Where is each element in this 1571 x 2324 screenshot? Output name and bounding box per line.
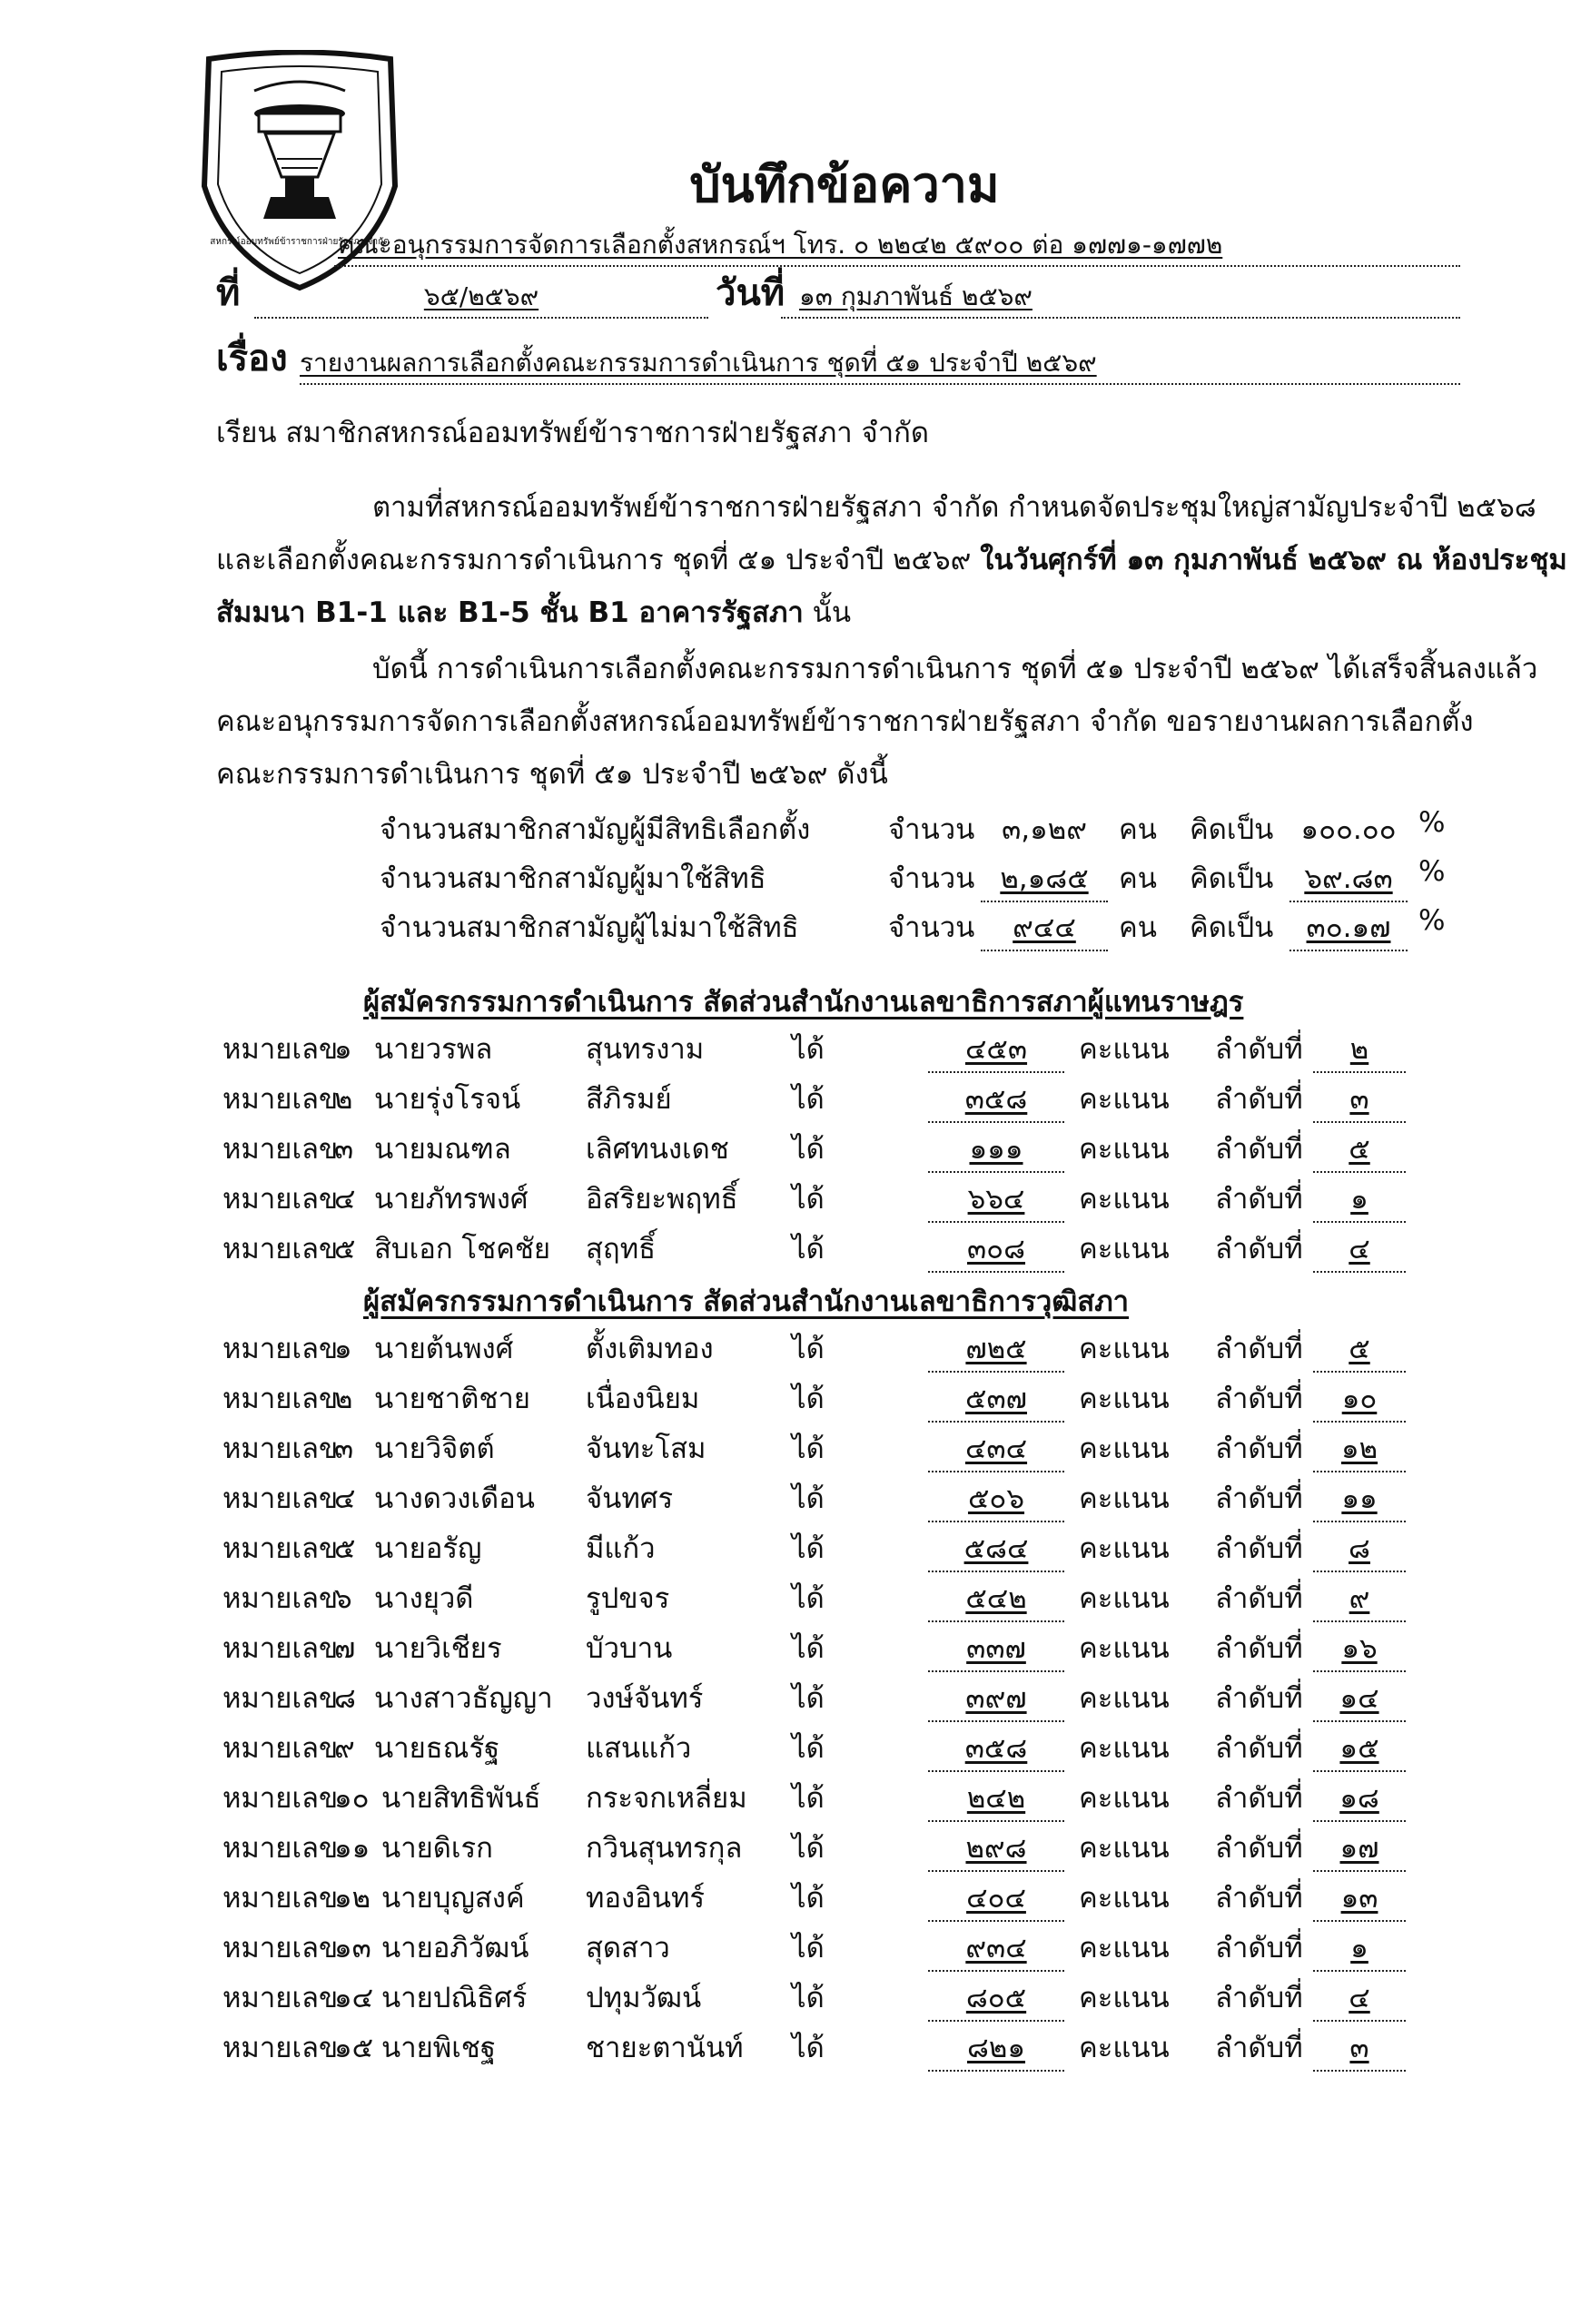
- candidate-row: [0, 1226, 1571, 1273]
- candidate-rank: ๑๑: [1313, 1475, 1406, 1522]
- score-label: คะแนน: [1079, 1732, 1170, 1765]
- no-label: ที่: [216, 272, 241, 314]
- candidate-last-name: ปทุมวัฒน์: [586, 1982, 702, 2014]
- stat-count-label: จำนวน: [888, 813, 975, 846]
- candidate-votes: ๒๙๘: [928, 1825, 1064, 1872]
- stat-unit: คน: [1119, 813, 1157, 846]
- got-label: ได้: [792, 1932, 825, 1965]
- candidate-last-name: สุนทรงาม: [586, 1033, 705, 1066]
- candidate-row: [0, 1076, 1571, 1123]
- stat-unit: คน: [1119, 862, 1157, 895]
- candidate-number: ๑๓: [334, 1932, 371, 1965]
- candidate-row: [0, 1825, 1571, 1872]
- candidate-votes: ๓๓๗: [928, 1625, 1064, 1672]
- candidate-number-label: หมายเลข: [222, 1083, 339, 1116]
- candidate-number-label: หมายเลข: [222, 1383, 339, 1415]
- candidate-row: [0, 1375, 1571, 1423]
- candidate-row: [0, 1625, 1571, 1672]
- candidate-number-label: หมายเลข: [222, 1682, 339, 1715]
- got-label: ได้: [792, 1333, 825, 1365]
- rank-label: ลำดับที่: [1215, 1782, 1303, 1815]
- candidate-row: [0, 1875, 1571, 1922]
- rank-label: ลำดับที่: [1215, 1882, 1303, 1915]
- candidate-last-name: แสนแก้ว: [586, 1732, 692, 1765]
- rank-label: ลำดับที่: [1215, 1183, 1303, 1216]
- para1-line1: ตามที่สหกรณ์ออมทรัพย์ข้าราชการฝ่ายรัฐสภา จำกัด กำหนดจัดประชุมใหญ่สามัญประจำปี ๒๕๖๘: [372, 491, 1536, 524]
- candidate-votes: ๙๓๔: [928, 1925, 1064, 1972]
- candidate-first-name: นายสิทธิพันธ์: [381, 1782, 541, 1815]
- candidate-number: ๒: [334, 1083, 353, 1116]
- candidate-row: [0, 1775, 1571, 1822]
- memo-title: บันทึกข้อความ: [689, 156, 1000, 213]
- candidate-first-name: นายรุ่งโรจน์: [374, 1083, 521, 1116]
- candidate-votes: ๔๕๓: [928, 1026, 1064, 1073]
- candidate-rank: ๑๐: [1313, 1375, 1406, 1423]
- candidate-votes: ๕๔๒: [928, 1575, 1064, 1622]
- candidate-row: [0, 1325, 1571, 1373]
- candidate-last-name: รูปขจร: [586, 1582, 670, 1615]
- got-label: ได้: [792, 1782, 825, 1815]
- candidate-number: ๕: [334, 1532, 356, 1565]
- score-label: คะแนน: [1079, 1033, 1170, 1066]
- got-label: ได้: [792, 1083, 825, 1116]
- candidate-number: ๓: [334, 1133, 354, 1166]
- rank-label: ลำดับที่: [1215, 1033, 1303, 1066]
- score-label: คะแนน: [1079, 2032, 1170, 2064]
- score-label: คะแนน: [1079, 1233, 1170, 1265]
- date-value: ๑๓ กุมภาพันธ์ ๒๕๖๙: [799, 281, 1033, 311]
- candidate-last-name: กวินสุนทรกุล: [586, 1832, 743, 1865]
- stat-count-value: ๒,๑๘๕: [981, 855, 1108, 902]
- candidate-row: [0, 1925, 1571, 1972]
- candidate-number: ๑๑: [334, 1832, 371, 1865]
- candidate-first-name: สิบเอก โชคชัย: [374, 1233, 551, 1265]
- candidate-last-name: ทองอินทร์: [586, 1882, 706, 1915]
- candidate-number-label: หมายเลข: [222, 1433, 339, 1465]
- candidate-votes: ๔๓๔: [928, 1425, 1064, 1472]
- candidate-number-label: หมายเลข: [222, 1133, 339, 1166]
- candidate-rank: ๔: [1313, 1974, 1406, 2022]
- candidate-first-name: นายพิเชฐ: [381, 2032, 496, 2064]
- stat-percent-value: ๑๐๐.๐๐: [1300, 813, 1397, 846]
- candidate-rank: ๑๓: [1313, 1875, 1406, 1922]
- candidate-votes: ๘๐๕: [928, 1974, 1064, 2022]
- candidate-first-name: นายชาติชาย: [374, 1383, 530, 1415]
- candidate-number-label: หมายเลข: [222, 1582, 339, 1615]
- candidate-number-label: หมายเลข: [222, 1532, 339, 1565]
- candidate-number: ๕: [334, 1233, 356, 1265]
- section2-title: ผู้สมัครกรรมการดำเนินการ สัดส่วนสำนักงานเลขาธิการวุฒิสภา: [363, 1285, 1130, 1318]
- candidate-first-name: นางยุวดี: [374, 1582, 474, 1615]
- candidate-first-name: นายมณฑล: [374, 1133, 511, 1166]
- stat-count-label: จำนวน: [888, 862, 975, 895]
- para2-line1: บัดนี้ การดำเนินการเลือกตั้งคณะกรรมการดำเนินการ ชุดที่ ๕๑ ประจำปี ๒๕๖๙ ได้เสร็จสิ้นลงแล้ว: [372, 653, 1538, 685]
- candidate-number-label: หมายเลข: [222, 1832, 339, 1865]
- candidate-last-name: สุฤทธิ์: [586, 1233, 657, 1265]
- rank-label: ลำดับที่: [1215, 1383, 1303, 1415]
- candidate-number-label: หมายเลข: [222, 1732, 339, 1765]
- stat-percent-sign: %: [1418, 855, 1446, 888]
- stat-percent-value: ๓๐.๑๗: [1289, 904, 1408, 951]
- candidate-number-label: หมายเลข: [222, 1782, 339, 1815]
- candidate-rank: ๑: [1313, 1925, 1406, 1972]
- candidate-rank: ๕: [1313, 1126, 1406, 1173]
- rank-label: ลำดับที่: [1215, 1532, 1303, 1565]
- score-label: คะแนน: [1079, 1932, 1170, 1965]
- candidate-votes: ๕๘๔: [928, 1525, 1064, 1572]
- para2-line2: คณะอนุกรรมการจัดการเลือกตั้งสหกรณ์ออมทรัพย์ข้าราชการฝ่ายรัฐสภา จำกัด ขอรายงานผลการเลือกตั้ง: [216, 705, 1474, 738]
- score-label: คะแนน: [1079, 1632, 1170, 1665]
- candidate-votes: ๖๖๔: [928, 1176, 1064, 1223]
- candidate-first-name: นายบุญสงค์: [381, 1882, 525, 1915]
- candidate-number: ๑๒: [334, 1882, 371, 1915]
- candidate-row: [0, 1126, 1571, 1173]
- candidate-number: ๑๕: [334, 2032, 374, 2064]
- candidate-votes: ๓๐๘: [928, 1226, 1064, 1273]
- got-label: ได้: [792, 1632, 825, 1665]
- got-label: ได้: [792, 1582, 825, 1615]
- para2-line3: คณะกรรมการดำเนินการ ชุดที่ ๕๑ ประจำปี ๒๕๖๙ ดังนี้: [216, 758, 888, 791]
- score-label: คะแนน: [1079, 1982, 1170, 2014]
- score-label: คะแนน: [1079, 1532, 1170, 1565]
- got-label: ได้: [792, 1383, 825, 1415]
- candidate-number: ๒: [334, 1383, 353, 1415]
- got-label: ได้: [792, 1433, 825, 1465]
- score-label: คะแนน: [1079, 1383, 1170, 1415]
- candidate-first-name: นายวรพล: [374, 1033, 493, 1066]
- candidate-rank: ๓: [1313, 2024, 1406, 2072]
- no-field: [254, 277, 708, 319]
- got-label: ได้: [792, 2032, 825, 2064]
- rank-label: ลำดับที่: [1215, 1433, 1303, 1465]
- score-label: คะแนน: [1079, 1183, 1170, 1216]
- candidate-number-label: หมายเลข: [222, 1632, 339, 1665]
- subject-field: [300, 343, 1460, 385]
- candidate-votes: ๕๐๖: [928, 1475, 1064, 1522]
- candidate-last-name: อิสริยะพฤทธิ์: [586, 1183, 738, 1216]
- candidate-last-name: สุดสาว: [586, 1932, 670, 1965]
- candidate-row: [0, 1675, 1571, 1722]
- rank-label: ลำดับที่: [1215, 1133, 1303, 1166]
- seal-text: สหกรณ์ออมทรัพย์ข้าราชการฝ่ายรัฐสภา จำกัด: [210, 237, 390, 247]
- candidate-number: ๓: [334, 1433, 354, 1465]
- candidate-rank: ๒: [1313, 1026, 1406, 1073]
- candidate-votes: ๓๙๗: [928, 1675, 1064, 1722]
- score-label: คะแนน: [1079, 1832, 1170, 1865]
- para1-line2-normal: และเลือกตั้งคณะกรรมการดำเนินการ ชุดที่ ๕๑ ประจำปี ๒๕๖๙: [216, 544, 981, 576]
- candidate-rank: ๑๔: [1313, 1675, 1406, 1722]
- stat-row: [0, 806, 1571, 853]
- candidate-first-name: นายอภิวัฒน์: [381, 1932, 529, 1965]
- candidate-number-label: หมายเลข: [222, 1982, 339, 2014]
- candidate-rank: ๑๒: [1313, 1425, 1406, 1472]
- candidate-number: ๑๐: [334, 1782, 370, 1815]
- candidate-number: ๙: [334, 1732, 355, 1765]
- stat-percent-label: คิดเป็น: [1190, 911, 1274, 944]
- candidate-first-name: นายดิเรก: [381, 1832, 493, 1865]
- candidate-rank: ๓: [1313, 1076, 1406, 1123]
- para1-line3-bold: สัมมนา B1-1 และ B1-5 ชั้น B1 อาคารรัฐสภา: [216, 596, 804, 629]
- stat-row: [0, 904, 1571, 951]
- score-label: คะแนน: [1079, 1482, 1170, 1515]
- rank-label: ลำดับที่: [1215, 1982, 1303, 2014]
- para1-line3: [216, 586, 851, 639]
- candidate-votes: ๓๕๘: [928, 1725, 1064, 1772]
- stat-percent-label: คิดเป็น: [1190, 862, 1274, 895]
- candidate-last-name: กระจกเหลี่ยม: [586, 1782, 747, 1815]
- candidate-row: [0, 1425, 1571, 1472]
- candidate-votes: ๒๔๒: [928, 1775, 1064, 1822]
- candidate-number-label: หมายเลข: [222, 1932, 339, 1965]
- rank-label: ลำดับที่: [1215, 2032, 1303, 2064]
- rank-label: ลำดับที่: [1215, 1333, 1303, 1365]
- candidate-last-name: เลิศทนงเดช: [586, 1133, 729, 1166]
- rank-label: ลำดับที่: [1215, 1632, 1303, 1665]
- got-label: ได้: [792, 1682, 825, 1715]
- date-label: วันที่: [716, 272, 786, 314]
- stat-row: [0, 855, 1571, 902]
- para1-line3-normal: นั้น: [803, 596, 852, 629]
- agency-line: [334, 225, 1460, 267]
- stat-percent-value: ๖๙.๘๓: [1289, 855, 1408, 902]
- got-label: ได้: [792, 1482, 825, 1515]
- candidate-first-name: นายปณิธิศร์: [381, 1982, 528, 2014]
- score-label: คะแนน: [1079, 1882, 1170, 1915]
- candidate-row: [0, 1176, 1571, 1223]
- candidate-first-name: นางสาวธัญญา: [374, 1682, 553, 1715]
- got-label: ได้: [792, 1882, 825, 1915]
- candidate-first-name: นายธณรัฐ: [374, 1732, 500, 1765]
- candidate-rank: ๙: [1313, 1575, 1406, 1622]
- stat-label: จำนวนสมาชิกสามัญผู้มาใช้สิทธิ: [380, 862, 766, 895]
- candidate-votes: ๑๑๑: [928, 1126, 1064, 1173]
- candidate-votes: ๕๓๗: [928, 1375, 1064, 1423]
- rank-label: ลำดับที่: [1215, 1582, 1303, 1615]
- candidate-number: ๗: [334, 1632, 356, 1665]
- section1-title: ผู้สมัครกรรมการดำเนินการ สัดส่วนสำนักงานเลขาธิการสภาผู้แทนราษฎร: [363, 986, 1244, 1019]
- candidate-last-name: ชายะตานันท์: [586, 2032, 744, 2064]
- salutation: เรียน สมาชิกสหกรณ์ออมทรัพย์ข้าราชการฝ่ายรัฐสภา จำกัด: [216, 417, 930, 449]
- rank-label: ลำดับที่: [1215, 1482, 1303, 1515]
- candidate-row: [0, 1725, 1571, 1772]
- candidate-first-name: นายวิเชียร: [374, 1632, 502, 1665]
- candidate-last-name: ตั้งเติมทอง: [586, 1333, 714, 1365]
- candidate-rank: ๑๖: [1313, 1625, 1406, 1672]
- candidate-first-name: นายภัทรพงศ์: [374, 1183, 529, 1216]
- candidate-votes: ๗๒๕: [928, 1325, 1064, 1373]
- candidate-last-name: วงษ์จันทร์: [586, 1682, 704, 1715]
- got-label: ได้: [792, 1532, 825, 1565]
- candidate-votes: ๔๐๔: [928, 1875, 1064, 1922]
- candidate-number: ๖: [334, 1582, 352, 1615]
- stat-label: จำนวนสมาชิกสามัญผู้มีสิทธิเลือกตั้ง: [380, 813, 811, 846]
- candidate-row: [0, 1974, 1571, 2022]
- stat-count-value: ๓,๑๒๙: [1002, 813, 1087, 846]
- candidate-number: ๘: [334, 1682, 356, 1715]
- score-label: คะแนน: [1079, 1682, 1170, 1715]
- candidate-rank: ๑๕: [1313, 1725, 1406, 1772]
- candidate-number: ๑: [334, 1033, 352, 1066]
- subject-label: เรื่อง: [216, 338, 288, 379]
- candidate-row: [0, 2024, 1571, 2072]
- stat-percent-label: คิดเป็น: [1190, 813, 1274, 846]
- score-label: คะแนน: [1079, 1333, 1170, 1365]
- candidate-number: ๔: [334, 1183, 356, 1216]
- rank-label: ลำดับที่: [1215, 1083, 1303, 1116]
- candidate-number: ๑: [334, 1333, 352, 1365]
- candidate-votes: ๓๕๘: [928, 1076, 1064, 1123]
- stat-unit: คน: [1119, 911, 1157, 944]
- candidate-row: [0, 1475, 1571, 1522]
- stat-percent-sign: %: [1418, 904, 1446, 937]
- candidate-rank: ๕: [1313, 1325, 1406, 1373]
- got-label: ได้: [792, 1832, 825, 1865]
- rank-label: ลำดับที่: [1215, 1732, 1303, 1765]
- rank-label: ลำดับที่: [1215, 1233, 1303, 1265]
- got-label: ได้: [792, 1233, 825, 1265]
- candidate-rank: ๘: [1313, 1525, 1406, 1572]
- candidate-number: ๑๔: [334, 1982, 374, 2014]
- candidate-number-label: หมายเลข: [222, 1333, 339, 1365]
- candidate-row: [0, 1026, 1571, 1073]
- candidate-first-name: นายต้นพงศ์: [374, 1333, 514, 1365]
- candidate-row: [0, 1525, 1571, 1572]
- candidate-rank: ๑๗: [1313, 1825, 1406, 1872]
- got-label: ได้: [792, 1732, 825, 1765]
- subject-value: รายงานผลการเลือกตั้งคณะกรรมการดำเนินการ ชุดที่ ๕๑ ประจำปี ๒๕๖๙: [300, 348, 1097, 378]
- candidate-number-label: หมายเลข: [222, 1183, 339, 1216]
- candidate-number-label: หมายเลข: [222, 2032, 339, 2064]
- stat-percent-sign: %: [1418, 806, 1446, 839]
- got-label: ได้: [792, 1982, 825, 2014]
- candidate-number-label: หมายเลข: [222, 1482, 339, 1515]
- candidate-first-name: นางดวงเดือน: [374, 1482, 535, 1515]
- candidate-number: ๔: [334, 1482, 356, 1515]
- rank-label: ลำดับที่: [1215, 1832, 1303, 1865]
- candidate-last-name: เนื่องนิยม: [586, 1383, 700, 1415]
- score-label: คะแนน: [1079, 1433, 1170, 1465]
- score-label: คะแนน: [1079, 1133, 1170, 1166]
- candidate-rank: ๑๘: [1313, 1775, 1406, 1822]
- candidate-last-name: มีแก้ว: [586, 1532, 656, 1565]
- stat-count-label: จำนวน: [888, 911, 975, 944]
- para1-line2-bold: ในวันศุกร์ที่ ๑๓ กุมภาพันธ์ ๒๕๖๙ ณ ห้องประชุม: [980, 544, 1567, 576]
- stat-label: จำนวนสมาชิกสามัญผู้ไม่มาใช้สิทธิ: [380, 911, 799, 944]
- candidate-first-name: นายอรัญ: [374, 1532, 482, 1565]
- score-label: คะแนน: [1079, 1083, 1170, 1116]
- candidate-last-name: บัวบาน: [586, 1632, 673, 1665]
- got-label: ได้: [792, 1033, 825, 1066]
- rank-label: ลำดับที่: [1215, 1932, 1303, 1965]
- candidate-number-label: หมายเลข: [222, 1033, 339, 1066]
- date-field: [781, 277, 1460, 319]
- para1-line2: [216, 534, 1567, 586]
- agency-text: คณะอนุกรรมการจัดการเลือกตั้งสหกรณ์ฯ โทร. ๐ ๒๒๔๒ ๕๙๐๐ ต่อ ๑๗๗๑-๑๗๗๒: [338, 230, 1223, 260]
- stat-count-value: ๙๔๔: [981, 904, 1108, 951]
- candidate-first-name: นายวิจิตต์: [374, 1433, 495, 1465]
- candidate-number-label: หมายเลข: [222, 1882, 339, 1915]
- candidate-number-label: หมายเลข: [222, 1233, 339, 1265]
- score-label: คะแนน: [1079, 1582, 1170, 1615]
- no-value: ๖๕/๒๕๖๙: [423, 281, 539, 311]
- candidate-last-name: จันทะโสม: [586, 1433, 706, 1465]
- candidate-votes: ๘๒๑: [928, 2024, 1064, 2072]
- score-label: คะแนน: [1079, 1782, 1170, 1815]
- got-label: ได้: [792, 1183, 825, 1216]
- got-label: ได้: [792, 1133, 825, 1166]
- candidate-rank: ๔: [1313, 1226, 1406, 1273]
- rank-label: ลำดับที่: [1215, 1682, 1303, 1715]
- candidate-last-name: สีภิรมย์: [586, 1083, 672, 1116]
- candidate-row: [0, 1575, 1571, 1622]
- candidate-rank: ๑: [1313, 1176, 1406, 1223]
- candidate-last-name: จันทศร: [586, 1482, 674, 1515]
